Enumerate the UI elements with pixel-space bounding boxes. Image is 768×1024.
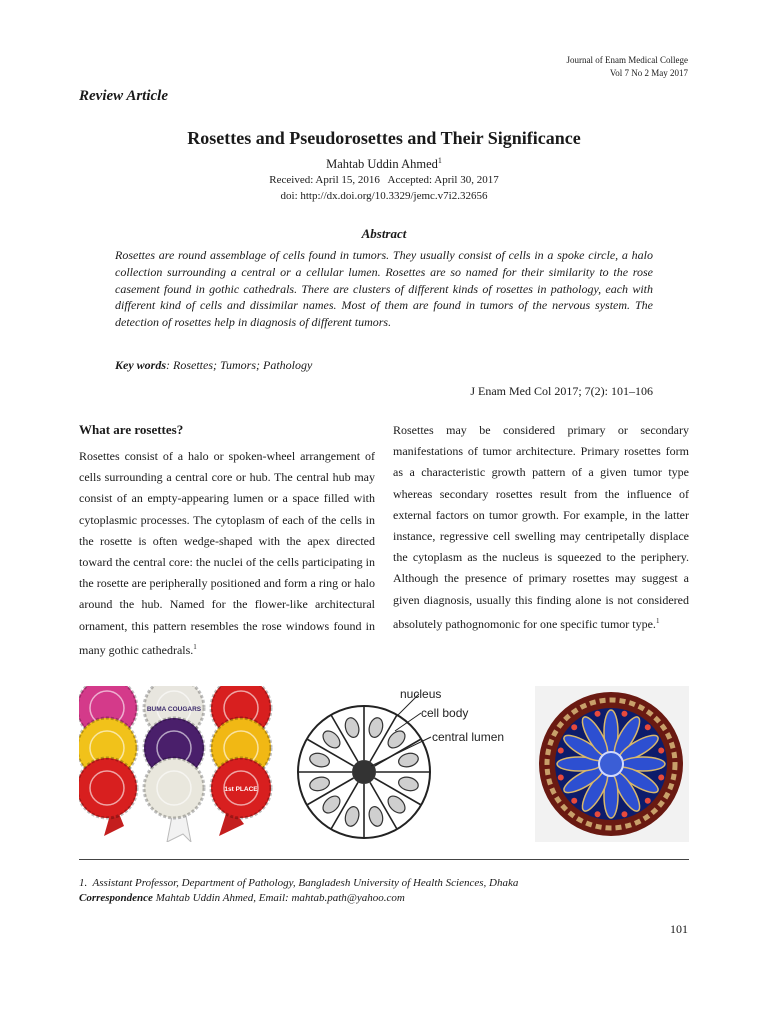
journal-issue: Vol 7 No 2 May 2017 bbox=[609, 68, 688, 78]
rosette-diagram bbox=[289, 686, 507, 842]
section-heading: What are rosettes? bbox=[79, 422, 184, 437]
author-affiliation-mark: 1 bbox=[437, 156, 442, 165]
label-cell-body: cell body bbox=[421, 706, 469, 720]
page-number: 101 bbox=[670, 922, 688, 936]
col2-text: Rosettes may be considered primary or secondary manifestations of tumor architecture. Primary rosettes form as a characteristic growth pattern of a given tumor type whereas secondary rosettes result from the influence of external factors on tumor growth. For example, in the latter instance, regressive cell swelling may centripetally displace the cytoplasm as the nucleus is squeezed to the periphery. Although the presence of primary rosettes may suggest a given diagnosis, usually this finding alone is not considered absolutely pathognomonic for one specific tumor type. bbox=[393, 423, 689, 631]
section-type: Review Article bbox=[79, 88, 169, 104]
footnote bbox=[79, 876, 518, 906]
keywords-list: : Rosettes; Tumors; Pathology bbox=[166, 358, 313, 372]
author-line bbox=[0, 156, 768, 172]
rose-window-photo bbox=[535, 686, 689, 842]
central-lumen-dot bbox=[352, 760, 376, 784]
article-doi[interactable]: doi: http://dx.doi.org/10.3329/jemc.v7i2.32656 bbox=[280, 190, 488, 202]
citation: J Enam Med Col 2017; 7(2): 101–106 bbox=[470, 384, 653, 398]
keywords-label: Key words bbox=[115, 358, 166, 372]
keywords bbox=[115, 358, 312, 373]
figure-panels bbox=[79, 686, 689, 842]
footnote-affiliation: 1. Assistant Professor, Department of Pathology, Bangladesh University of Health Sciences, Dhaka bbox=[79, 877, 519, 889]
col1-reference: 1 bbox=[193, 642, 197, 651]
label-central-lumen: central lumen bbox=[432, 730, 505, 744]
correspondence-label: Correspondence bbox=[79, 892, 153, 904]
window-center bbox=[599, 752, 623, 776]
journal-name: Journal of Enam Medical College bbox=[566, 55, 688, 65]
abstract-text: Rosettes are round assemblage of cells found in tumors. They usually consist of cells in a spoke circle, a halo collection surrounding a central or a cellular lumen. Rosettes are so named for their similarity to the rose casement found in gothic cathedrals. There are clusters of different kinds of rosettes in pathology, each with different kind of cells and dissimilar names. Most of them are found in tumors of the nervous system. The detection of rosettes help in diagnosis of different tumors. bbox=[115, 248, 653, 330]
ribbon-text: 1st PLACE bbox=[224, 786, 258, 793]
body-column-left bbox=[79, 446, 375, 661]
label-nucleus: nucleus bbox=[400, 687, 442, 701]
article-dates: Received: April 15, 2016 Accepted: April 30, 2017 bbox=[269, 174, 499, 186]
footnote-correspondence bbox=[79, 891, 518, 906]
body-column-right bbox=[393, 420, 689, 635]
author-name: Mahtab Uddin Ahmed bbox=[326, 157, 438, 172]
col1-text: Rosettes consist of a halo or spoken-wheel arrangement of cells surrounding a central core or hub. The central hub may consist of an empty-appearing lumen or a space filled with cytoplasmic processes. The cytoplasm of each of the cells in the rosette is often wedge-shaped with the apex directed toward the central core: the nuclei of the cells participating in the rosette are peripherally positioned and form a ring or halo around the hub. Named for the flower-like architectural ornament, this pattern resembles the rose windows found in many gothic cathedrals. bbox=[79, 449, 375, 657]
footnote-rule bbox=[79, 859, 689, 860]
correspondence-details: Mahtab Uddin Ahmed, Email: mahtab.path@yahoo.com bbox=[152, 892, 405, 904]
col2-reference: 1 bbox=[655, 616, 660, 625]
abstract-heading: Abstract bbox=[361, 226, 407, 241]
figure bbox=[79, 686, 689, 842]
ribbon-text: BUMA COUGARS bbox=[146, 706, 202, 713]
article-title: Rosettes and Pseudorosettes and Their Significance bbox=[187, 128, 581, 148]
journal-header bbox=[567, 54, 688, 80]
ribbon-center bbox=[157, 771, 191, 805]
ribbon-photo bbox=[79, 686, 271, 842]
ribbon-center bbox=[90, 771, 124, 805]
